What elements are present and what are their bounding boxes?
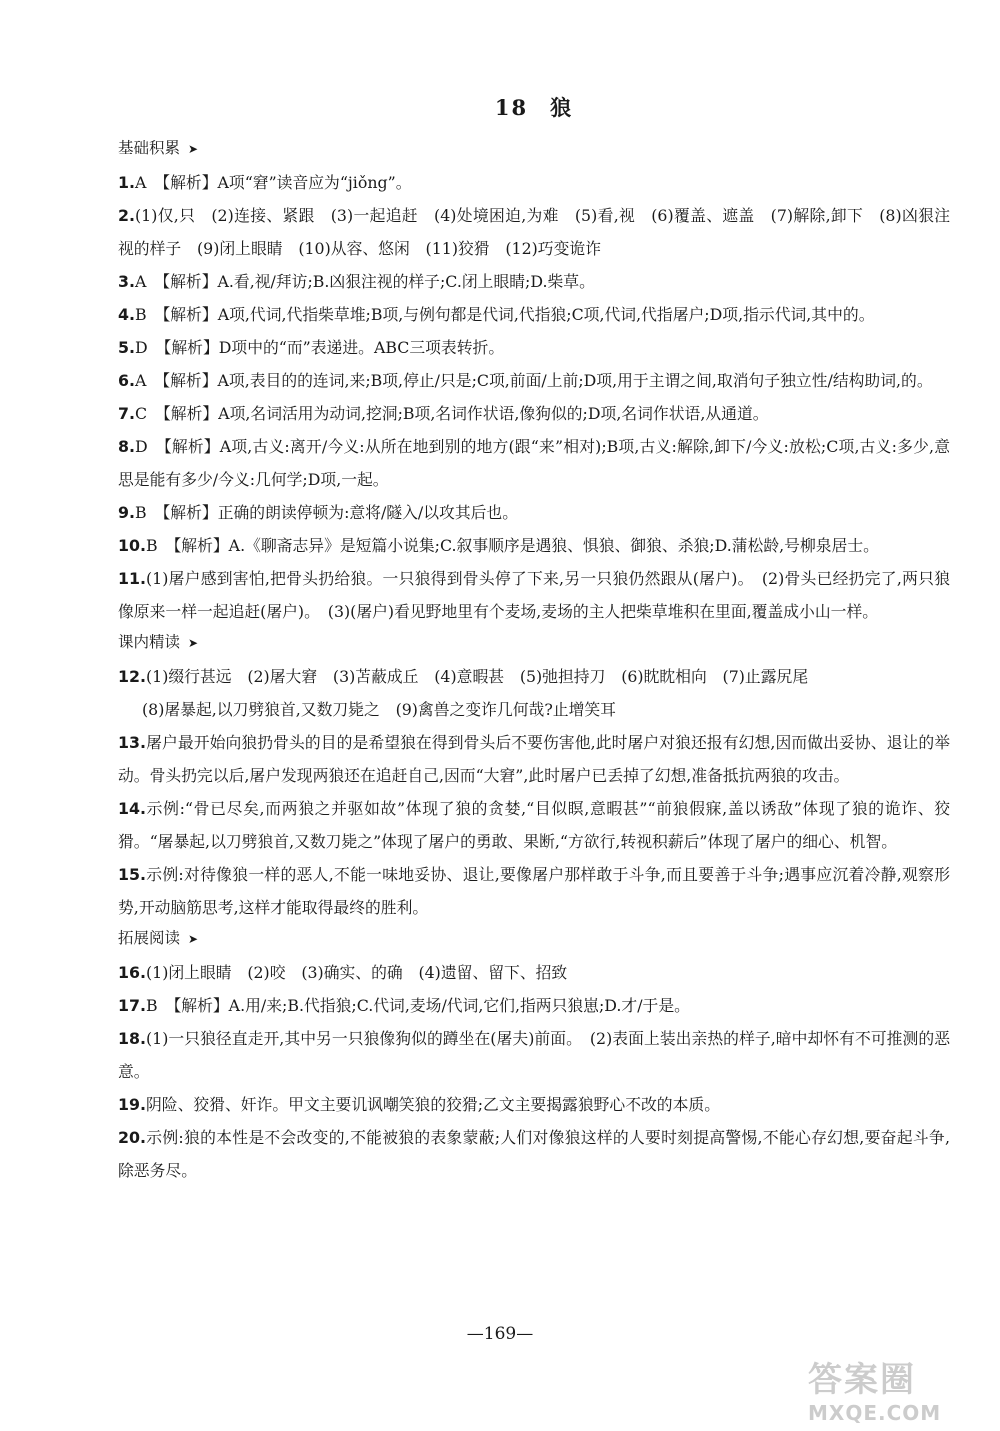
answer-item: 14.示例:“骨已尽矣,而两狼之并驱如故”体现了狼的贪婪,“目似瞑,意暇甚”“前狼假寐,盖以诱敌”体现了狼的诡诈、狡猾。“屠暴起,以刀劈狼首,又数刀毙之”体现了屠户的勇敢、果断,“方欲行,转视积薪后”体现了屠户的细心、机智。 — [118, 799, 950, 851]
answer-item: 19.阴险、狡猾、奸诈。甲文主要讥讽嘲笑狼的狡猾;乙文主要揭露狼野心不改的本质。 — [118, 1095, 720, 1114]
answer-item-continued: (8)屠暴起,以刀劈狼首,又数刀毙之 (9)禽兽之变诈几何哉?止增笑耳 — [142, 700, 616, 719]
lesson-title — [118, 92, 950, 122]
arrow-icon: ➤ — [188, 932, 199, 946]
answer-item: 2.(1)仅,只 (2)连接、紧跟 (3)一起追赶 (4)处境困迫,为难 (5)看,视 (6)覆盖、遮盖 (7)解除,卸下 (8)凶狠注视的样子 (9)闭上眼睛 (10)从容、悠闲 (11)狡猾 (12)巧变诡诈 — [118, 206, 950, 258]
answer-item: 9.B 【解析】正确的朗读停顿为:意将/隧入/以攻其后也。 — [118, 503, 519, 522]
arrow-icon: ➤ — [188, 636, 199, 650]
lesson-number: 18 — [494, 95, 529, 120]
answer-item: 7.C 【解析】A项,名词活用为动词,挖洞;B项,名词作状语,像狗似的;D项,名词作状语,从通道。 — [118, 404, 769, 423]
answer-item: 16.(1)闭上眼睛 (2)咬 (3)确实、的确 (4)遗留、留下、招致 — [118, 963, 568, 982]
answer-item: 3.A 【解析】A.看,视/拜访;B.凶狠注视的样子;C.闭上眼睛;D.柴草。 — [118, 272, 595, 291]
arrow-icon: ➤ — [188, 142, 199, 156]
answer-item: 11.(1)屠户感到害怕,把骨头扔给狼。一只狼得到骨头停了下来,另一只狼仍然跟从(屠户)。 (2)骨头已经扔完了,两只狼像原来一样一起追赶(屠户)。 (3)(屠户)看见野地里有个麦场,麦场的主人把柴草堆积在里面,覆盖成小山一样。 — [118, 569, 950, 621]
answer-page — [118, 92, 950, 1187]
answer-item: 17.B 【解析】A.用/来;B.代指狼;C.代词,麦场/代词,它们,指两只狼崽;D.才/于是。 — [118, 996, 690, 1015]
answer-item: 13.屠户最开始向狼扔骨头的目的是希望狼在得到骨头后不要伤害他,此时屠户对狼还报有幻想,因而做出妥协、退让的举动。骨头扔完以后,屠户发现两狼还在追赶自己,因而“大窘”,此时屠户已丢掉了幻想,准备抵抗两狼的攻击。 — [118, 733, 950, 785]
section-heading-basic: 基础积累 ➤ — [118, 139, 199, 157]
answer-item: 15.示例:对待像狼一样的恶人,不能一味地妥协、退让,要像屠户那样敢于斗争,而且要善于斗争;遇事应沉着冷静,观察形势,开动脑筋思考,这样才能取得最终的胜利。 — [118, 865, 950, 917]
watermark-logo: 答案圈 MXQE.COM — [808, 1360, 942, 1425]
lesson-name: 狼 — [550, 95, 574, 120]
answer-item: 5.D 【解析】D项中的“而”表递进。ABC三项表转折。 — [118, 338, 505, 357]
section-heading-extended-reading: 拓展阅读 ➤ — [118, 929, 199, 947]
section-heading-close-reading: 课内精读 ➤ — [118, 633, 199, 651]
answer-item: 6.A 【解析】A项,表目的的连词,来;B项,停止/只是;C项,前面/上前;D项,用于主谓之间,取消句子独立性/结构助词,的。 — [118, 371, 933, 390]
answer-item: 1.A 【解析】A项“窘”读音应为“jiǒng”。 — [118, 173, 412, 192]
answer-item: 12.(1)缀行甚远 (2)屠大窘 (3)苫蔽成丘 (4)意暇甚 (5)弛担持刀 (6)眈眈相向 (7)止露尻尾 — [118, 667, 809, 686]
answer-item: 8.D 【解析】A项,古义:离开/今义:从所在地到别的地方(跟“来”相对);B项,古义:解除,卸下/今义:放松;C项,古义:多少,意思是能有多少/今义:几何学;D项,一起。 — [118, 437, 950, 489]
answer-item: 10.B 【解析】A.《聊斋志异》是短篇小说集;C.叙事顺序是遇狼、惧狼、御狼、杀狼;D.蒲松龄,号柳泉居士。 — [118, 536, 879, 555]
answer-item: 4.B 【解析】A项,代词,代指柴草堆;B项,与例句都是代词,代指狼;C项,代词,代指屠户;D项,指示代词,其中的。 — [118, 305, 875, 324]
page-number: —169— — [466, 1324, 534, 1344]
answer-item: 18.(1)一只狼径直走开,其中另一只狼像狗似的蹲坐在(屠夫)前面。 (2)表面上装出亲热的样子,暗中却怀有不可推测的恶意。 — [118, 1029, 950, 1081]
answer-item: 20.示例:狼的本性是不会改变的,不能被狼的表象蒙蔽;人们对像狼这样的人要时刻提高警惕,不能心存幻想,要奋起斗争,除恶务尽。 — [118, 1128, 950, 1180]
